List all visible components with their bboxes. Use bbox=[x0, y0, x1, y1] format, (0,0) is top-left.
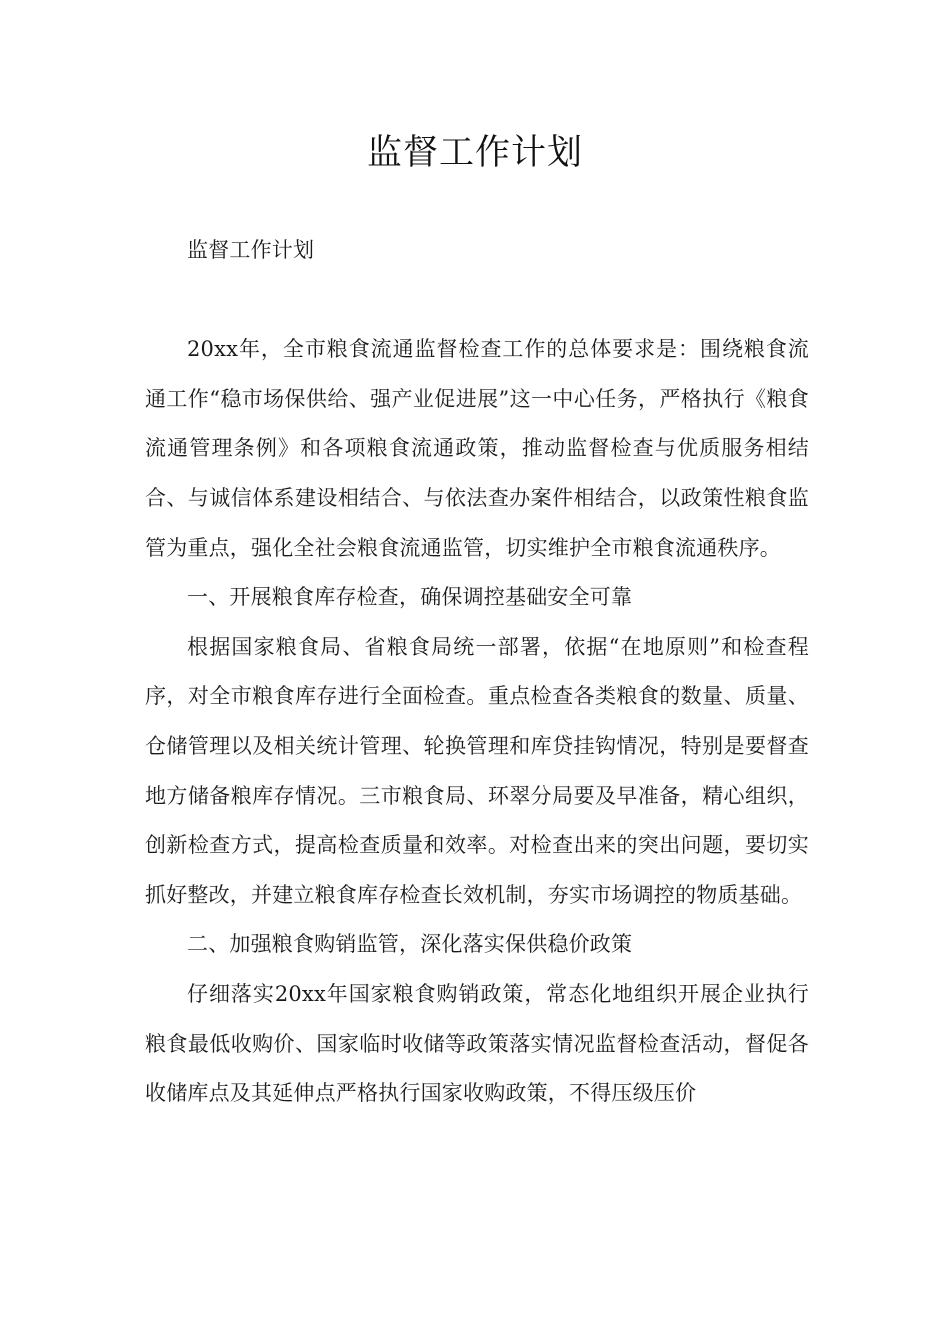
document-subtitle: 监督工作计划 bbox=[187, 238, 315, 262]
document-title: 监督工作计划 bbox=[366, 133, 583, 173]
section-heading-2: 二、加强粮食购销监管，深化落实保供稳价政策 bbox=[187, 932, 633, 957]
document-body bbox=[145, 226, 809, 1119]
paragraph-section-1: 根据国家粮食局、省粮食局统一部署，依据“在地原则”和检查程序，对全市粮食库存进行全面检查。重点检查各类粮食的数量、质量、仓储管理以及相关统计管理、轮换管理和库贷挂钩情况，特别是要督查地方储备粮库存情况。三市粮食局、环翠分局要及早准备，精心组织，创新检查方式，提高检查质量和效率。对检查出来的突出问题，要切实抓好整改，并建立粮食库存检查长效机制，夯实市场调控的物质基础。 bbox=[145, 634, 809, 907]
paragraph-overview: 20xx年，全市粮食流通监督检查工作的总体要求是：围绕粮食流通工作“稳市场保供给、强产业促进展”这一中心任务，严格执行《粮食流通管理条例》和各项粮食流通政策，推动监督检查与优质服务相结合、与诚信体系建设相结合、与依法查办案件相结合，以政策性粮食监管为重点，强化全社会粮食流通监管，切实维护全市粮食流通秩序。 bbox=[145, 337, 809, 560]
paragraph-section-2: 仔细落实20xx年国家粮食购销政策，常态化地组织开展企业执行粮食最低收购价、国家临时收储等政策落实情况监督检查活动，督促各收储库点及其延伸点严格执行国家收购政策，不得压级压价 bbox=[145, 981, 809, 1106]
section-heading-1: 一、开展粮食库存检查，确保调控基础安全可靠 bbox=[187, 585, 633, 610]
